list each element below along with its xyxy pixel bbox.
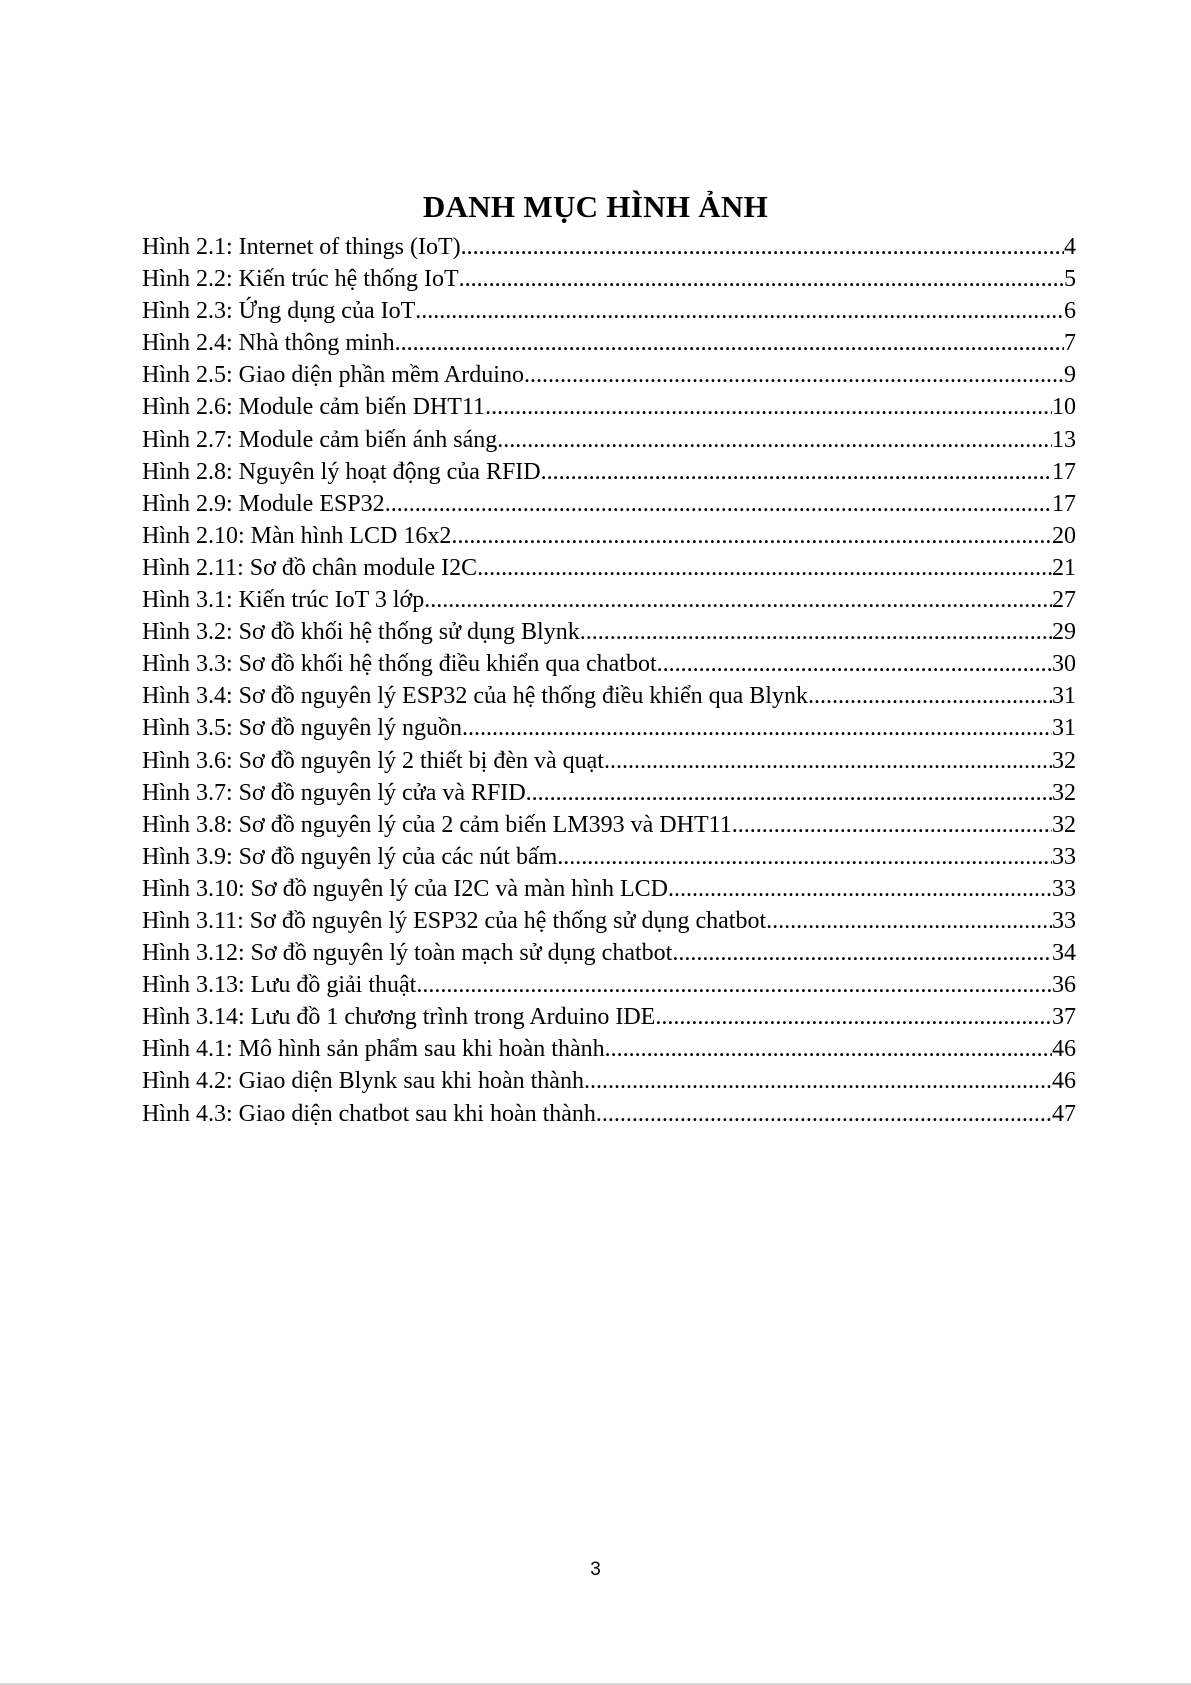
figure-page-number: 30: [1052, 651, 1076, 678]
dot-leader: [462, 712, 1052, 744]
dot-leader: [541, 456, 1052, 488]
figure-caption: Hình 2.7: Module cảm biến ánh sáng: [142, 426, 498, 453]
dot-leader: [604, 745, 1052, 777]
figure-caption: Hình 4.2: Giao diện Blynk sau khi hoàn thành: [142, 1068, 584, 1095]
figure-caption: Hình 3.7: Sơ đồ nguyên lý cửa và RFID: [142, 779, 526, 806]
figure-caption: Hình 3.12: Sơ đồ nguyên lý toàn mạch sử dụng chatbot: [142, 940, 673, 967]
figure-page-number: 29: [1052, 619, 1076, 646]
figure-page-number: 31: [1052, 683, 1076, 710]
figure-caption: Hình 4.3: Giao diện chatbot sau khi hoàn thành: [142, 1100, 596, 1127]
dot-leader: [605, 1033, 1052, 1065]
figure-page-number: 17: [1052, 458, 1076, 485]
figure-page-number: 20: [1052, 522, 1076, 549]
figure-page-number: 6: [1064, 298, 1076, 325]
figure-page-number: 36: [1052, 972, 1076, 999]
figure-page-number: 31: [1052, 715, 1076, 742]
dot-leader: [655, 1001, 1052, 1033]
figure-caption: Hình 3.4: Sơ đồ nguyên lý ESP32 của hệ thống điều khiển qua Blynk: [142, 683, 808, 710]
figure-list-item[interactable]: [142, 1033, 1076, 1065]
dot-leader: [526, 777, 1052, 809]
figure-caption: Hình 3.6: Sơ đồ nguyên lý 2 thiết bị đèn và quạt: [142, 747, 604, 774]
figure-list-item[interactable]: [142, 937, 1076, 969]
page-title: DANH MỤC HÌNH ẢNH: [422, 189, 769, 224]
figure-list-item[interactable]: [142, 327, 1076, 359]
figure-caption: Hình 3.14: Lưu đồ 1 chương trình trong Arduino IDE: [142, 1004, 656, 1031]
dot-leader: [808, 680, 1052, 712]
figure-page-number: 5: [1064, 266, 1076, 293]
dot-leader: [451, 520, 1052, 552]
figure-page-number: 10: [1052, 394, 1076, 421]
dot-leader: [672, 937, 1052, 969]
dot-leader: [524, 359, 1064, 391]
figure-list-item[interactable]: [142, 456, 1076, 488]
figure-caption: Hình 3.1: Kiến trúc IoT 3 lớp: [142, 587, 425, 614]
figure-caption: Hình 3.9: Sơ đồ nguyên lý của các nút bấm: [142, 843, 558, 870]
figure-page-number: 27: [1052, 587, 1076, 614]
figure-list-item[interactable]: [142, 359, 1076, 391]
figure-caption: Hình 3.2: Sơ đồ khối hệ thống sử dụng Blynk: [142, 619, 580, 646]
figure-caption: Hình 2.3: Ứng dụng của IoT: [142, 298, 416, 325]
figure-page-number: 34: [1052, 940, 1076, 967]
figure-caption: Hình 2.11: Sơ đồ chân module I2C: [142, 554, 478, 581]
figure-list-item[interactable]: [142, 584, 1076, 616]
dot-leader: [385, 488, 1052, 520]
figure-caption: Hình 2.10: Màn hình LCD 16x2: [142, 522, 452, 549]
figure-list-item[interactable]: [142, 1065, 1076, 1097]
dot-leader: [477, 552, 1052, 584]
figure-caption: Hình 4.1: Mô hình sản phẩm sau khi hoàn thành: [142, 1036, 605, 1063]
dot-leader: [766, 905, 1052, 937]
figure-list-item[interactable]: [142, 809, 1076, 841]
figure-page-number: 7: [1064, 330, 1076, 357]
figure-page-number: 21: [1052, 554, 1076, 581]
figure-page-number: 32: [1052, 747, 1076, 774]
figure-list-item[interactable]: [142, 969, 1076, 1001]
figure-caption: Hình 2.8: Nguyên lý hoạt động của RFID: [142, 458, 541, 485]
figure-list-item[interactable]: [142, 520, 1076, 552]
figure-caption: Hình 2.2: Kiến trúc hệ thống IoT: [142, 266, 459, 293]
figure-caption: Hình 3.3: Sơ đồ khối hệ thống điều khiển qua chatbot: [142, 651, 657, 678]
figure-list-item[interactable]: [142, 745, 1076, 777]
figure-caption: Hình 3.13: Lưu đồ giải thuật: [142, 972, 417, 999]
figure-list-item[interactable]: [142, 648, 1076, 680]
dot-leader: [497, 424, 1052, 456]
page-number: 3: [590, 1559, 601, 1580]
figure-page-number: 4: [1064, 234, 1076, 260]
figure-list-item[interactable]: [142, 391, 1076, 423]
dot-leader: [424, 584, 1052, 616]
figure-caption: Hình 2.5: Giao diện phần mềm Arduino: [142, 362, 524, 389]
dot-leader: [596, 1098, 1052, 1130]
figure-page-number: 33: [1052, 875, 1076, 902]
dot-leader: [657, 648, 1052, 680]
figure-caption: Hình 2.6: Module cảm biến DHT11: [142, 394, 486, 421]
figure-list-item[interactable]: [142, 1098, 1076, 1130]
dot-leader: [580, 616, 1052, 648]
figure-page-number: 47: [1052, 1100, 1076, 1127]
figure-caption: Hình 2.4: Nhà thông minh: [142, 330, 395, 357]
dot-leader: [557, 841, 1052, 873]
figure-list-item[interactable]: [142, 552, 1076, 584]
figure-caption: Hình 3.5: Sơ đồ nguyên lý nguồn: [142, 715, 463, 742]
figure-list: [142, 231, 1076, 1130]
figure-list-item[interactable]: [142, 841, 1076, 873]
figure-page-number: 46: [1052, 1068, 1076, 1095]
dot-leader: [415, 295, 1064, 327]
figure-list-item[interactable]: [142, 295, 1076, 327]
figure-page-number: 13: [1052, 426, 1076, 453]
figure-list-item[interactable]: [142, 263, 1076, 295]
dot-leader: [416, 969, 1052, 1001]
dot-leader: [395, 327, 1064, 359]
figure-caption: Hình 2.9: Module ESP32: [142, 490, 385, 517]
figure-caption: Hình 3.8: Sơ đồ nguyên lý của 2 cảm biến LM393 và DHT11: [142, 811, 732, 838]
figure-caption: Hình 2.1: Internet of things (IoT): [142, 234, 461, 260]
figure-list-item[interactable]: [142, 680, 1076, 712]
dot-leader: [459, 263, 1064, 295]
figure-list-item[interactable]: [142, 905, 1076, 937]
figure-page-number: 9: [1064, 362, 1076, 389]
figure-caption: Hình 3.10: Sơ đồ nguyên lý của I2C và màn hình LCD: [142, 875, 668, 902]
figure-page-number: 37: [1052, 1004, 1076, 1031]
figure-list-item[interactable]: [142, 231, 1076, 263]
figure-list-item[interactable]: [142, 712, 1076, 744]
figure-page-number: 17: [1052, 490, 1076, 517]
dot-leader: [584, 1065, 1052, 1097]
figure-list-item[interactable]: [142, 488, 1076, 520]
figure-list-item[interactable]: [142, 424, 1076, 456]
figure-page-number: 32: [1052, 811, 1076, 838]
dot-leader: [485, 391, 1052, 423]
dot-leader: [668, 873, 1052, 905]
figure-list-item[interactable]: [142, 873, 1076, 905]
figure-page-number: 33: [1052, 907, 1076, 934]
figure-caption: Hình 3.11: Sơ đồ nguyên lý ESP32 của hệ thống sử dụng chatbot: [142, 907, 767, 934]
figure-page-number: 32: [1052, 779, 1076, 806]
figure-list-item[interactable]: [142, 777, 1076, 809]
figure-list-item[interactable]: [142, 616, 1076, 648]
dot-leader: [732, 809, 1052, 841]
figure-page-number: 46: [1052, 1036, 1076, 1063]
figure-list-item[interactable]: [142, 1001, 1076, 1033]
dot-leader: [461, 231, 1064, 263]
figure-page-number: 33: [1052, 843, 1076, 870]
